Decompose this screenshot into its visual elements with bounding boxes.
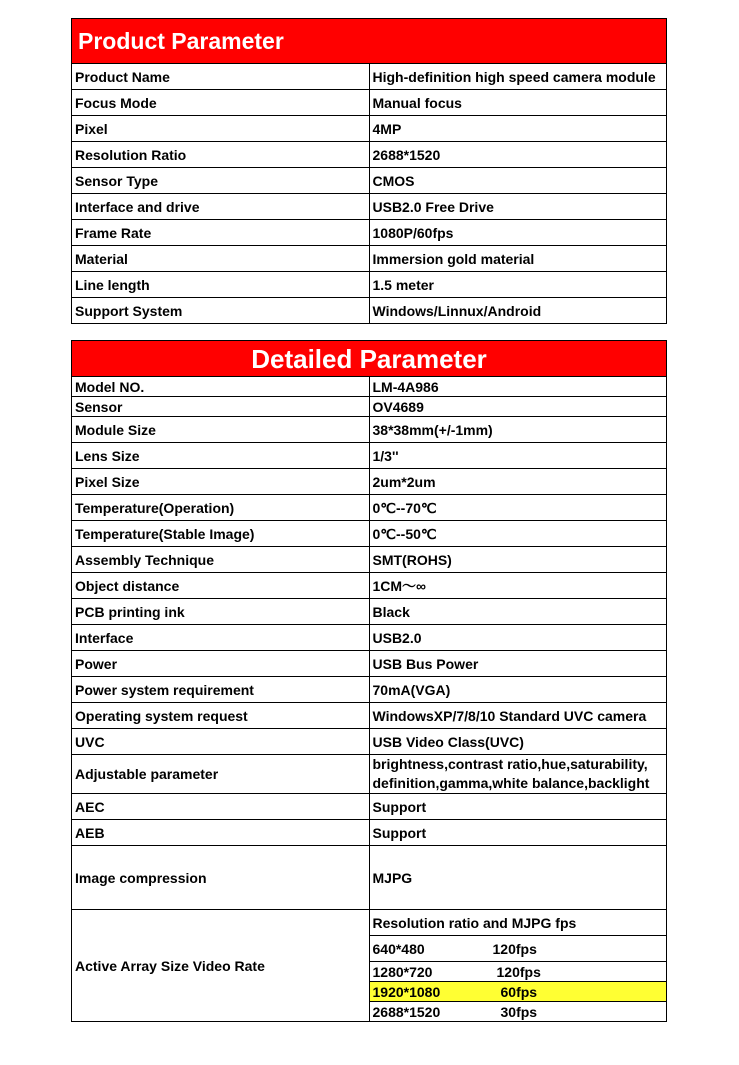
table-row	[72, 521, 667, 547]
param-label: Module Size	[72, 417, 370, 443]
table-row	[72, 220, 667, 246]
video-resolution: 640*480	[372, 940, 425, 957]
video-rate-row	[369, 1002, 667, 1022]
table-row	[72, 651, 667, 677]
param-label: AEC	[72, 794, 370, 820]
param-value: OV4689	[369, 397, 667, 417]
param-value: 38*38mm(+/-1mm)	[369, 417, 667, 443]
video-resolution: 1280*720	[372, 963, 433, 980]
param-label: Line length	[72, 272, 370, 298]
param-label: Product Name	[72, 64, 370, 90]
param-label: Temperature(Operation)	[72, 495, 370, 521]
param-label: AEB	[72, 820, 370, 846]
video-rate-header: Resolution ratio and MJPG fps	[369, 910, 667, 936]
table-row	[72, 910, 667, 936]
table-row	[72, 755, 667, 794]
param-label: Operating system request	[72, 703, 370, 729]
param-label: Sensor Type	[72, 168, 370, 194]
param-label: Object distance	[72, 573, 370, 599]
param-value: 1080P/60fps	[369, 220, 667, 246]
table-row	[72, 469, 667, 495]
table-row	[72, 846, 667, 910]
table-row	[72, 397, 667, 417]
param-label: Assembly Technique	[72, 547, 370, 573]
param-label: Temperature(Stable Image)	[72, 521, 370, 547]
param-value-line: definition,gamma,white balance,backlight	[372, 775, 650, 791]
table-row	[72, 625, 667, 651]
param-label: Resolution Ratio	[72, 142, 370, 168]
param-value: USB2.0 Free Drive	[369, 194, 667, 220]
table-row	[72, 298, 667, 324]
param-label: UVC	[72, 729, 370, 755]
video-fps: 120fps	[496, 963, 541, 980]
param-value: Windows/Linnux/Android	[369, 298, 667, 324]
product-parameter-title: Product Parameter	[72, 19, 667, 64]
param-label: Power system requirement	[72, 677, 370, 703]
table-row	[72, 64, 667, 90]
video-fps: 30fps	[500, 1003, 538, 1020]
param-value: 1/3''	[369, 443, 667, 469]
param-value: Black	[369, 599, 667, 625]
table-row	[72, 573, 667, 599]
video-rate-row-highlighted	[369, 982, 667, 1002]
param-value: 2um*2um	[369, 469, 667, 495]
param-label: Focus Mode	[72, 90, 370, 116]
param-value-line: brightness,contrast ratio,hue,saturability,	[372, 756, 648, 772]
table-row	[72, 599, 667, 625]
param-label: Material	[72, 246, 370, 272]
table-row	[72, 443, 667, 469]
param-value: 70mA(VGA)	[369, 677, 667, 703]
param-value: High-definition high speed camera module	[369, 64, 667, 90]
table-row	[72, 794, 667, 820]
video-resolution: 1920*1080	[372, 983, 441, 1000]
video-resolution: 2688*1520	[372, 1003, 441, 1020]
param-label: Sensor	[72, 397, 370, 417]
table-row	[72, 168, 667, 194]
param-label: Frame Rate	[72, 220, 370, 246]
param-label: Adjustable parameter	[72, 755, 370, 794]
video-fps: 120fps	[492, 940, 537, 957]
param-value: MJPG	[369, 846, 667, 910]
param-label: Power	[72, 651, 370, 677]
param-value	[369, 755, 667, 794]
video-rate-row	[369, 962, 667, 982]
table-row	[72, 194, 667, 220]
param-label: Pixel	[72, 116, 370, 142]
param-label: Pixel Size	[72, 469, 370, 495]
param-value: 0℃--70℃	[369, 495, 667, 521]
table-row	[72, 703, 667, 729]
param-value: Immersion gold material	[369, 246, 667, 272]
param-value: LM-4A986	[369, 377, 667, 397]
param-value: Support	[369, 794, 667, 820]
video-fps: 60fps	[500, 983, 538, 1000]
detailed-parameter-table	[71, 340, 667, 1022]
table-row	[72, 417, 667, 443]
param-value: WindowsXP/7/8/10 Standard UVC camera	[369, 703, 667, 729]
param-label: Interface	[72, 625, 370, 651]
param-label: PCB printing ink	[72, 599, 370, 625]
param-value: USB2.0	[369, 625, 667, 651]
table-row	[72, 677, 667, 703]
table-row	[72, 495, 667, 521]
param-value: 2688*1520	[369, 142, 667, 168]
param-value: SMT(ROHS)	[369, 547, 667, 573]
param-label: Interface and drive	[72, 194, 370, 220]
product-parameter-table	[71, 18, 667, 324]
param-value: USB Bus Power	[369, 651, 667, 677]
param-label: Lens Size	[72, 443, 370, 469]
param-value: Support	[369, 820, 667, 846]
detailed-parameter-title: Detailed Parameter	[72, 341, 667, 377]
table-row	[72, 820, 667, 846]
param-label: Image compression	[72, 846, 370, 910]
table-row	[72, 116, 667, 142]
video-rate-row	[369, 936, 667, 962]
param-value: 1.5 meter	[369, 272, 667, 298]
table-row	[72, 142, 667, 168]
param-value: USB Video Class(UVC)	[369, 729, 667, 755]
table-row	[72, 377, 667, 397]
table-row	[72, 246, 667, 272]
param-label: Model NO.	[72, 377, 370, 397]
param-value: CMOS	[369, 168, 667, 194]
param-value: 1CM～∞	[369, 573, 667, 599]
table-row	[72, 729, 667, 755]
table-row	[72, 547, 667, 573]
param-value: 0℃--50℃	[369, 521, 667, 547]
param-label: Support System	[72, 298, 370, 324]
table-row	[72, 272, 667, 298]
param-value: 4MP	[369, 116, 667, 142]
param-value: Manual focus	[369, 90, 667, 116]
table-row	[72, 90, 667, 116]
video-rate-label: Active Array Size Video Rate	[72, 910, 370, 1022]
